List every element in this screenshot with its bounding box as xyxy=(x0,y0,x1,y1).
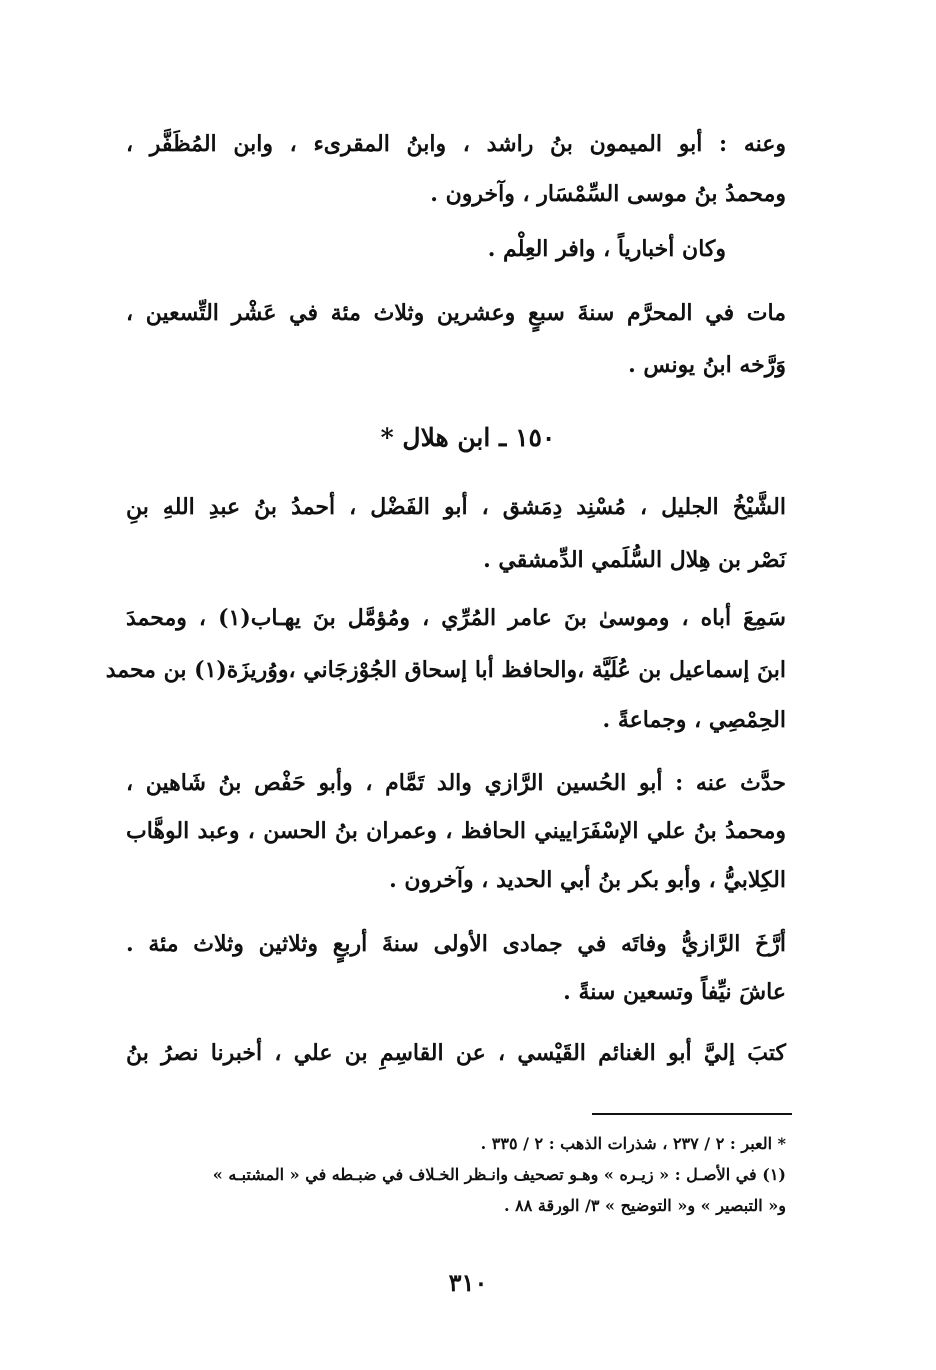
text-line: وَرَّخه ابنُ يونس . xyxy=(628,352,786,378)
footnote: (١) في الأصـل : « زيـره » وهـو تصحيف وانـظر الخـلاف في ضبـطه في « المشتبـه » xyxy=(212,1165,786,1184)
text-line: وكان أخبارياً ، وافر العِلْم . xyxy=(487,236,726,262)
text-line: حدَّث عنه : أبو الحُسين الرَّازي والد تَمَّام ، وأبو حَفْص بنُ شَاهين ، xyxy=(126,770,786,796)
text-line: مات في المحرَّم سنةَ سبعٍ وعشرين وثلاث مئة في عَشْر التِّسعين ، xyxy=(126,300,786,326)
footnote-separator xyxy=(592,1113,792,1115)
page-number: ٣١٠ xyxy=(448,1268,488,1297)
text-line: ابنَ إسماعيل بن عُلَيَّة ،والحافظ أبا إسحاق الجُوْزجَاني ،ووُريزَة(١) بن محمد xyxy=(105,657,786,683)
text-line: نَصْر بن هِلال السُّلَمي الدِّمشقي . xyxy=(483,547,786,573)
entry-heading: ١٥٠ ـ ابن هلال * xyxy=(380,423,556,452)
text-line: أرَّخَ الرَّازيُّ وفاتَه في جمادى الأولى سنةَ أربعٍ وثلاثين وثلاث مئة . xyxy=(126,931,786,957)
text-line: ومحمدُ بنُ موسى السِّمْسَار ، وآخرون . xyxy=(430,181,786,207)
text-line: وعنه : أبو الميمون بنُ راشد ، وابنُ المقرىء ، وابن المُظَفَّر ، xyxy=(126,131,786,157)
text-line: سَمِعَ أباه ، وموسىٰ بنَ عامر المُرِّي ، ومُؤمَّل بنَ يهـاب(١) ، ومحمدَ xyxy=(126,605,786,631)
text-line: الحِمْصِي ، وجماعةً . xyxy=(602,707,786,733)
footnote: و« التبصير » و« التوضيح » ٣/ الورقة ٨٨ . xyxy=(504,1196,786,1215)
text-line: الكِلابيُّ ، وأبو بكر بنُ أبي الحديد ، وآخرون . xyxy=(389,867,786,893)
footnote: * العبر : ٢ / ٢٣٧ ، شذرات الذهب : ٢ / ٣٣٥ . xyxy=(480,1134,786,1153)
text-line: ومحمدُ بنُ علي الإسْفَرَاييني الحافظ ، وعمران بنُ الحسن ، وعبد الوهَّاب xyxy=(126,818,786,844)
text-line: عاشَ نيِّفاً وتسعين سنةً . xyxy=(563,979,786,1005)
text-line: كتبَ إليَّ أبو الغنائم القَيْسي ، عن القاسِمِ بن علي ، أخبرنا نصرُ بنُ xyxy=(126,1040,786,1066)
text-line: الشَّيْخُ الجليل ، مُسْنِد دِمَشق ، أبو الفَضْل ، أحمدُ بنُ عبدِ اللهِ بنِ xyxy=(126,494,786,520)
